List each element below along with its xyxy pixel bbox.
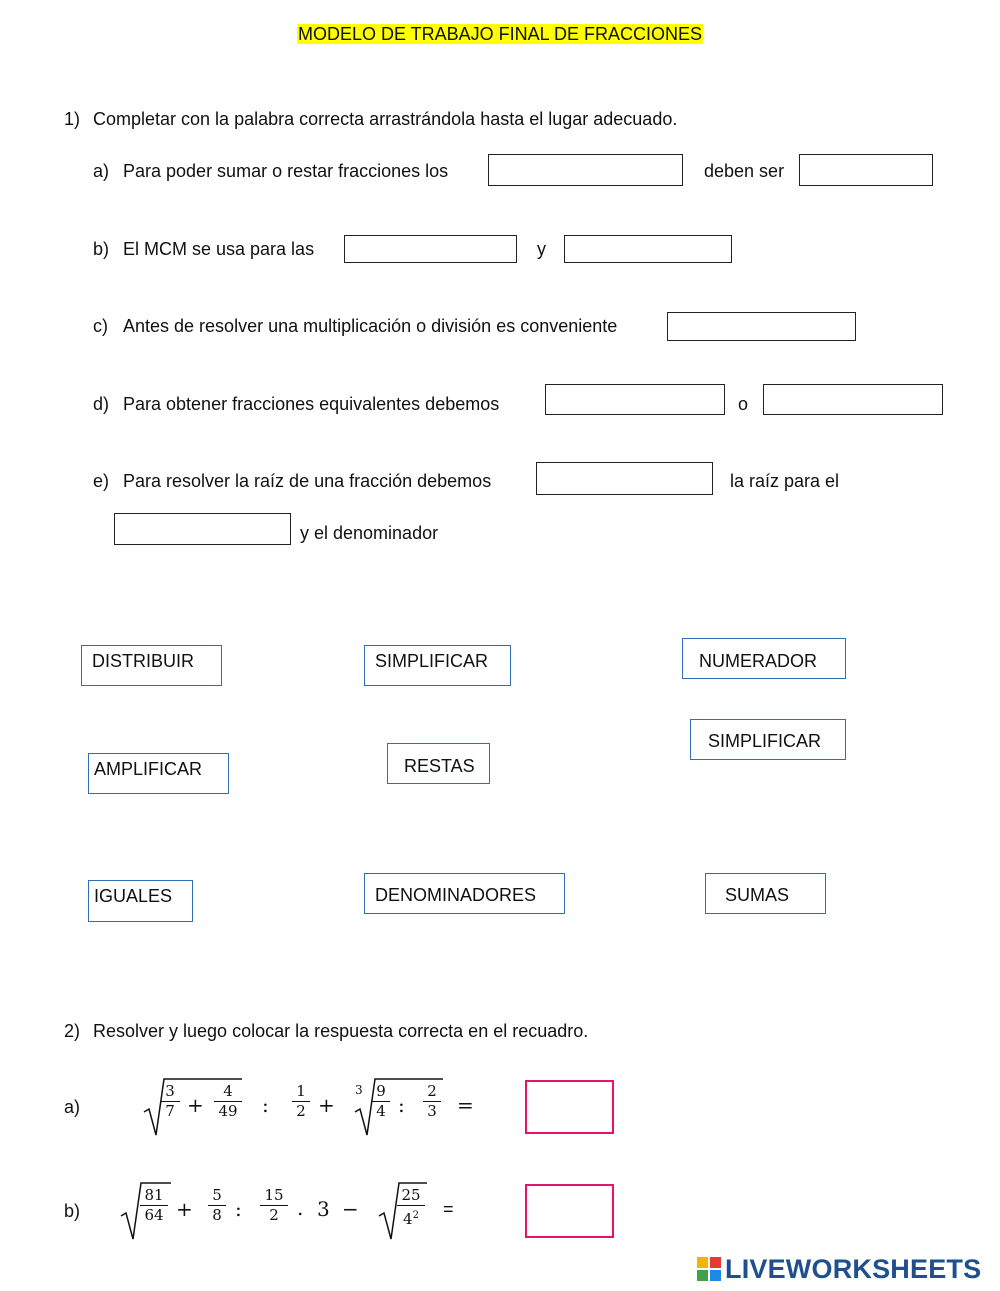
q2b-f4-exponent: 2 <box>412 1210 419 1221</box>
word-chip-amplificar[interactable]: AMPLIFICAR <box>88 753 229 794</box>
q1a-drop-1[interactable] <box>488 154 683 186</box>
q1d-text1: Para obtener fracciones equivalentes debemos <box>123 394 500 414</box>
q2a-label: a) <box>64 1097 81 1117</box>
q2b-minus: − <box>342 1197 359 1221</box>
q2b-dot: . <box>297 1196 304 1220</box>
q1b-drop-2[interactable] <box>564 235 732 263</box>
q1-number: 1) <box>64 109 81 129</box>
q1a-text2: deben ser <box>704 161 785 181</box>
q2b-three: 3 <box>317 1197 330 1221</box>
q1a-text1: Para poder sumar o restar fracciones los <box>123 161 449 181</box>
q1d-drop-2[interactable] <box>763 384 943 415</box>
word-chip-distribuir[interactable]: DISTRIBUIR <box>81 645 222 686</box>
q1e-drop-2[interactable] <box>114 513 291 545</box>
q2a-divide-2: : <box>398 1093 405 1117</box>
q2a-plus-1: + <box>187 1093 204 1117</box>
q2a-fraction-5: $\frac{2}{3}$ <box>423 1083 441 1120</box>
q1e-text2: la raíz para el <box>730 471 840 491</box>
word-chip-restas[interactable]: RESTAS <box>387 743 490 784</box>
q2a-root-index: 3 <box>355 1083 363 1097</box>
q2-number: 2) <box>64 1021 81 1041</box>
q2a-divide-1: : <box>262 1093 269 1117</box>
q2b-fraction-4: $\frac{25}{4^2}$ <box>397 1187 425 1228</box>
word-chip-numerador[interactable]: NUMERADOR <box>682 638 846 679</box>
q1d-drop-1[interactable] <box>545 384 725 415</box>
q1c-label: c) <box>93 316 108 336</box>
q1e-drop-1[interactable] <box>536 462 713 495</box>
q1a-label: a) <box>93 161 110 181</box>
q2b-equals: = <box>443 1199 454 1219</box>
q1d-label: d) <box>93 394 110 414</box>
q2b-label: b) <box>64 1201 81 1221</box>
q2a-fraction-2: $\frac{4}{49}$ <box>214 1083 242 1120</box>
q2a-fraction-4: $\frac{9}{4}$ <box>372 1083 390 1120</box>
q2a-answer-box[interactable] <box>525 1080 614 1134</box>
q2b-fraction-3: $\frac{15}{2}$ <box>260 1187 288 1224</box>
q2b-fraction-1: $\frac{81}{64}$ <box>140 1187 168 1224</box>
q1e-text3: y el denominador <box>300 523 439 543</box>
brand-name: LIVEWORKSHEETS <box>725 1254 982 1284</box>
liveworksheets-logo-icon <box>697 1257 723 1283</box>
q2a-fraction-3: $\frac{1}{2}$ <box>292 1083 310 1120</box>
word-chip-sumas[interactable]: SUMAS <box>705 873 826 914</box>
word-chip-simplificar-2[interactable]: SIMPLIFICAR <box>690 719 846 760</box>
q1d-text2: o <box>738 394 749 414</box>
word-chip-simplificar-1[interactable]: SIMPLIFICAR <box>364 645 511 686</box>
q2b-divide: : <box>235 1197 242 1221</box>
q1c-text1: Antes de resolver una multiplicación o división es conveniente <box>123 316 618 336</box>
q2a-fraction-1: $\frac{3}{7}$ <box>160 1083 180 1120</box>
word-chip-denominadores[interactable]: DENOMINADORES <box>364 873 565 914</box>
q1e-label: e) <box>93 471 110 491</box>
q2-prompt: Resolver y luego colocar la respuesta correcta en el recuadro. <box>93 1021 589 1041</box>
q2a-plus-2: + <box>318 1093 335 1117</box>
q2b-fraction-2: $\frac{5}{8}$ <box>208 1187 226 1224</box>
q1b-label: b) <box>93 239 110 259</box>
q1c-drop-1[interactable] <box>667 312 856 341</box>
q1b-text2: y <box>537 239 546 259</box>
worksheet-title: MODELO DE TRABAJO FINAL DE FRACCIONES <box>297 24 703 44</box>
q1e-text1: Para resolver la raíz de una fracción debemos <box>123 471 492 491</box>
q2b-plus: + <box>176 1197 193 1221</box>
q2b-f4-denominator: 4 <box>403 1210 413 1228</box>
q2b-answer-box[interactable] <box>525 1184 614 1238</box>
word-chip-iguales[interactable]: IGUALES <box>88 880 193 922</box>
q2a-equals: = <box>457 1093 474 1117</box>
q1a-drop-2[interactable] <box>799 154 933 186</box>
q1b-text1: El MCM se usa para las <box>123 239 315 259</box>
q1-prompt: Completar con la palabra correcta arrastrándola hasta el lugar adecuado. <box>93 109 678 129</box>
q1b-drop-1[interactable] <box>344 235 517 263</box>
